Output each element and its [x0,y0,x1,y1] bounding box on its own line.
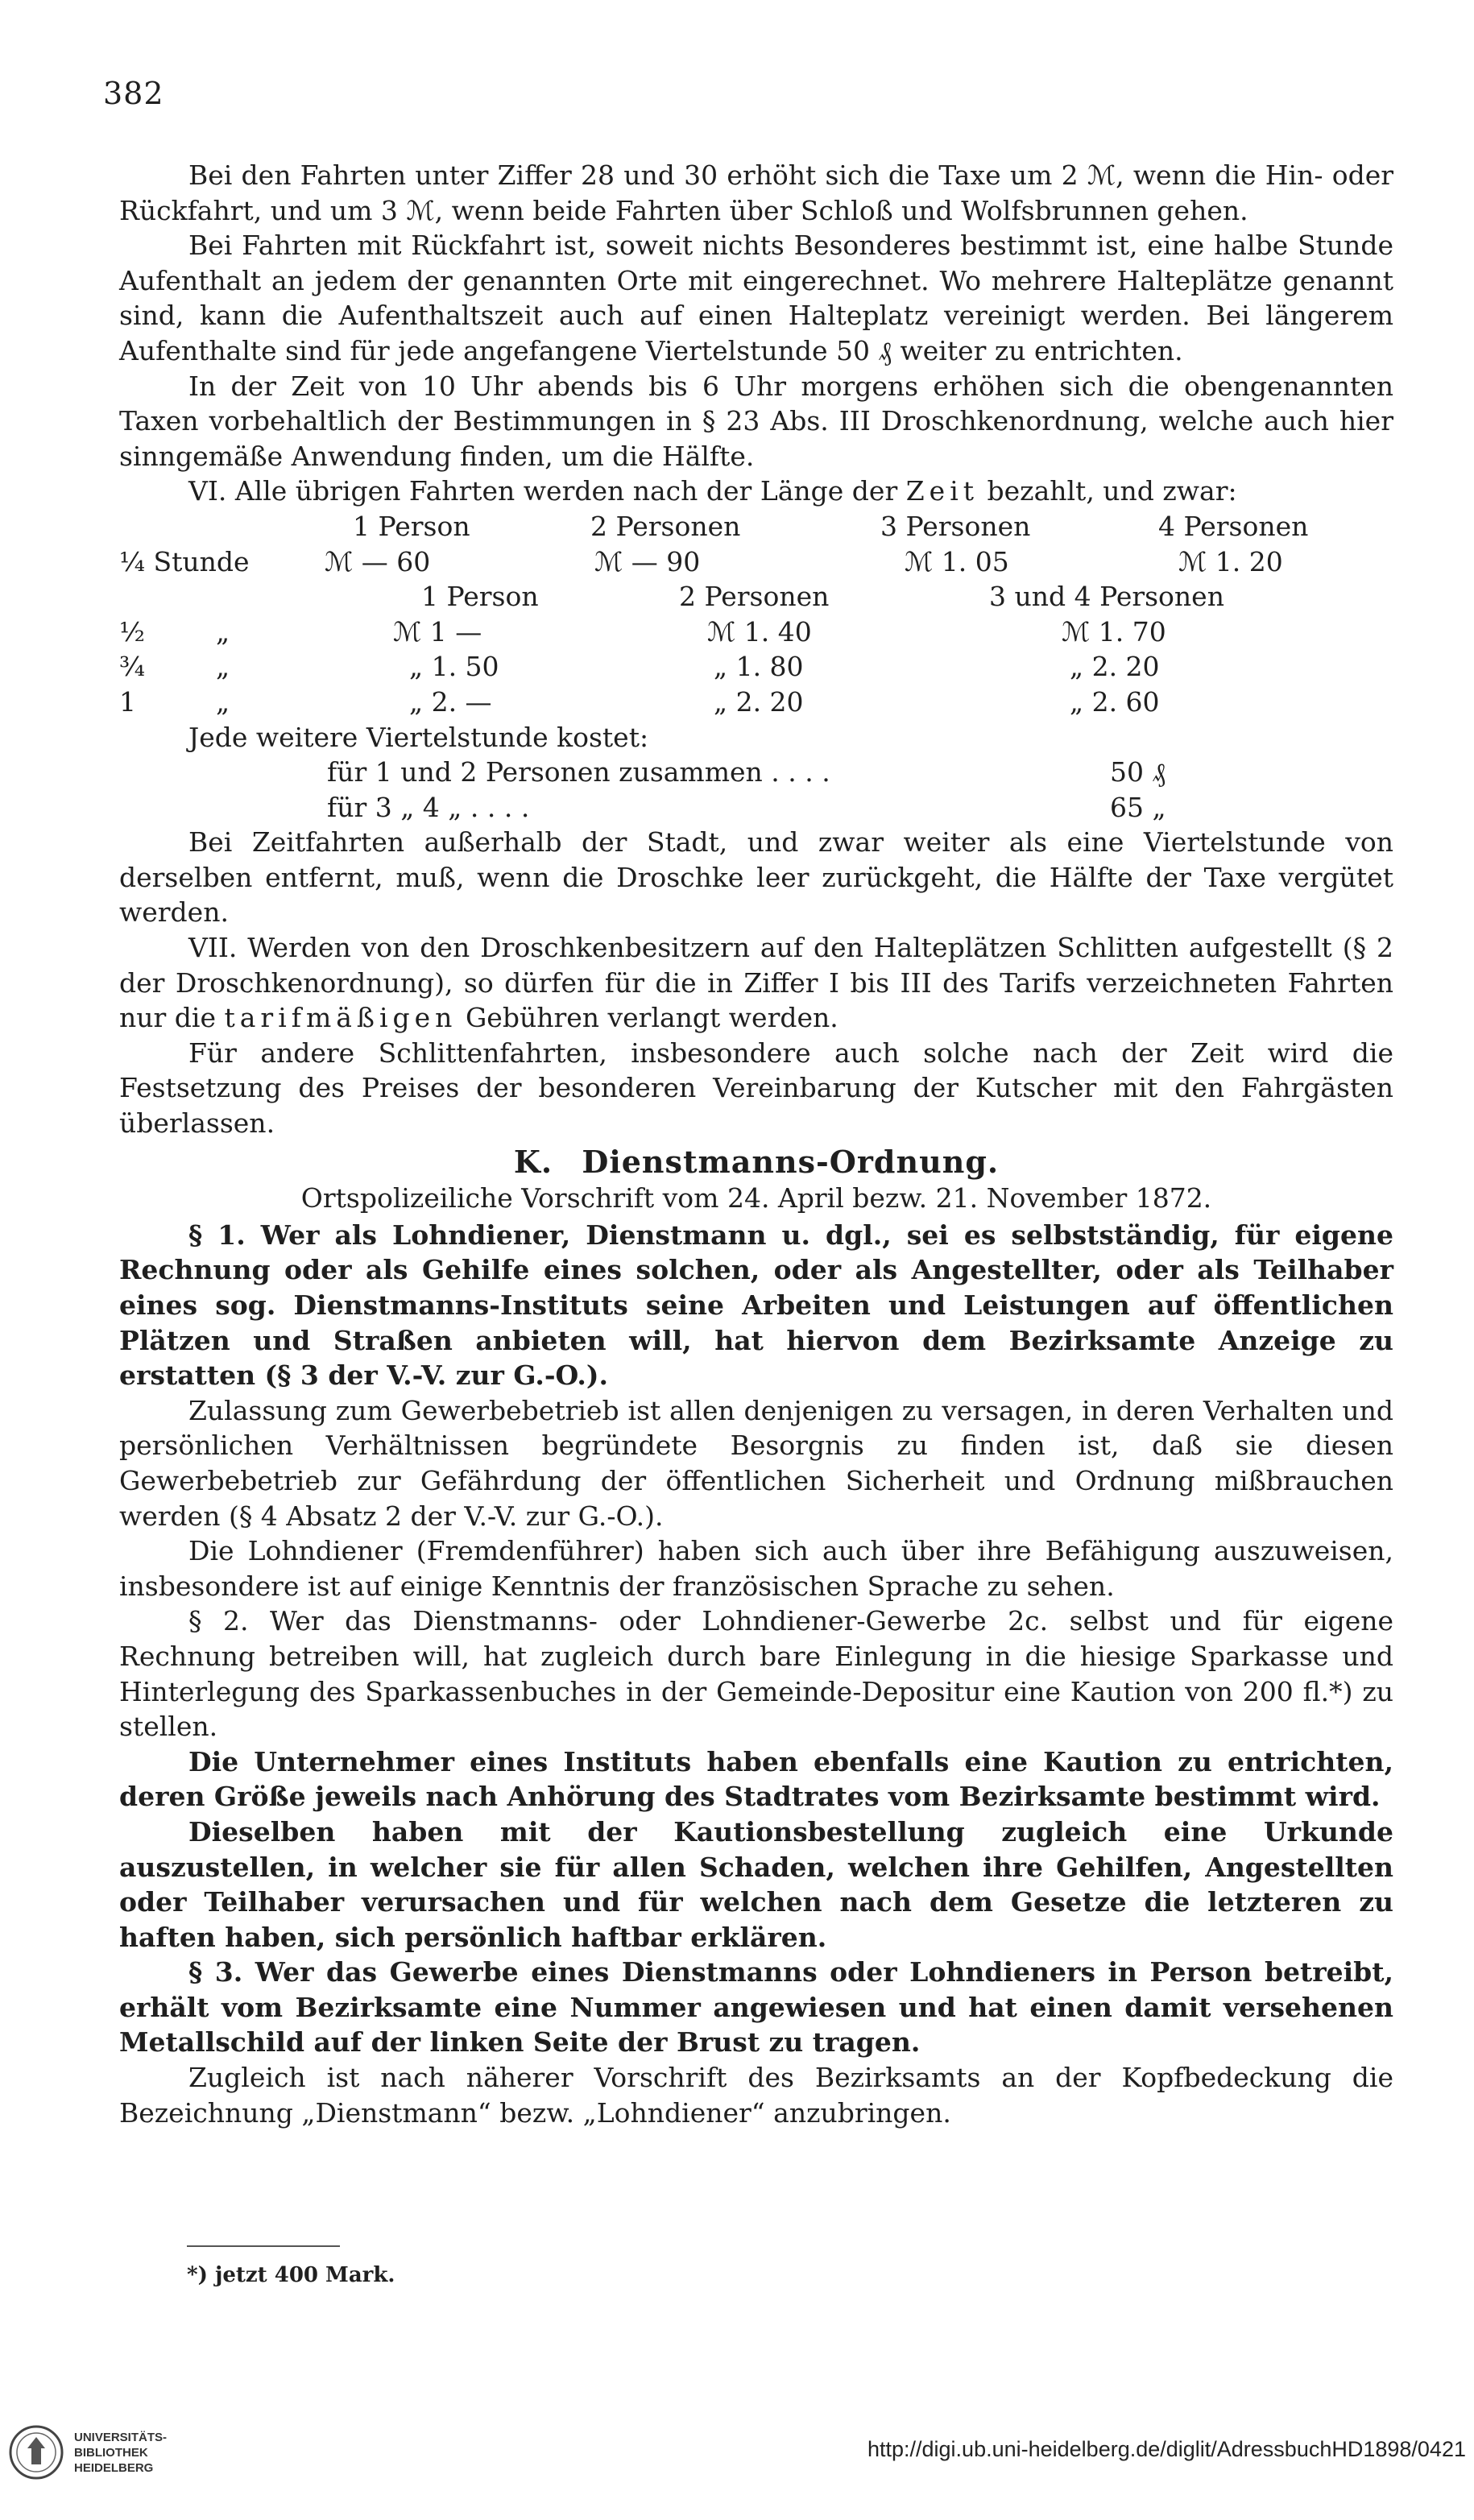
section-vi-intro-spaced: Zeit [905,475,979,507]
table2-cell: „ 2. — [409,685,492,718]
table1-cell: ℳ 1. 20 [1178,545,1283,577]
library-logo[interactable] [8,2424,167,2481]
footnote: *) jetzt 400 Mark. [187,2263,395,2287]
section-vi-outside-paragraph: Bei Zeitfahrten außerhalb der Stadt, und zwar weiter als eine Viertelstunde von derselben entfernt, muß, wenn die Droschke leer zurückgeht, die Hälfte der Taxe vergütet werden. [119,826,1393,929]
page-number: 382 [103,76,164,111]
section-vi-intro-suffix: bezahlt, und zwar: [987,475,1237,507]
footnote-divider [187,2245,340,2247]
page-body [119,158,1393,2130]
library-name-line: UNIVERSITÄTS- [74,2430,168,2444]
table1-cell: ℳ — 90 [594,545,701,577]
table2-row-label: 1 [119,685,136,718]
table2-header: 3 und 4 Personen [989,581,1224,613]
digitization-footer [0,2408,1474,2520]
source-url-link[interactable]: http://digi.ub.uni-heidelberg.de/diglit/AdressbuchHD1898/0421 [867,2437,1466,2461]
quarter-cost-row-value: 65 „ [1110,791,1166,823]
table2-row [119,685,1393,720]
table2-cell: „ 1. 50 [409,651,499,683]
quarter-cost-label: Jede weitere Viertelstunde kostet: [188,721,649,753]
fare-table-quarter-hour [119,509,1393,579]
table2-cell: „ 1. 80 [714,651,804,683]
table2-ditto: „ [216,651,230,683]
table2-ditto: „ [216,615,230,648]
k-paragraph: Die Lohndiener (Fremdenführer) haben sich auch über ihre Befähigung auszuweisen, insbesondere ist auf einige Kenntnis der französischen Sprache zu sehen. [119,1535,1393,1602]
section-vii-prefix: VII. Werden von den Droschkenbesitzern auf den Halteplätzen Schlitten aufgestellt (§ 2 der Droschkenordnung), so dürfen für die in Ziffer I bis III des Tarifs verzeichneten Fahrten nur die [119,932,1393,1034]
fare-table-hours [119,579,1393,719]
k-paragraph: § 3. Wer das Gewerbe eines Dienstmanns oder Lohndieners in Person betreibt, erhält vom Bezirksamte eine Nummer angewiesen und hat einen damit versehenen Metallschild auf der linken Seite der Brust zu tragen. [119,1956,1393,2059]
quarter-cost-row [119,790,1393,826]
table1-header-row [119,509,1393,544]
table2-row-label: ¾ [119,651,145,683]
quarter-cost-row-label: für 3 „ 4 „ . . . . [327,791,530,823]
table1-cell: ℳ 1. 05 [905,545,1009,577]
quarter-cost-row [119,755,1393,790]
table1-row-label: ¼ Stunde [119,545,250,577]
k-paragraph: Die Unternehmer eines Instituts haben ebenfalls eine Kaution zu entrichten, deren Größe jeweils nach Anhörung des Stadtrates vom Bezirksamte bestimmt wird. [119,1745,1393,1813]
k-paragraph: § 2. Wer das Dienstmanns- oder Lohndiener-Gewerbe 2c. selbst und für eigene Rechnung betreiben will, hat zugleich durch bare Einlegung in die hiesige Sparkasse und Hinterlegung des Sparkassenbuches in der Gemeinde-Depositur eine Kaution von 200 fl.*) zu stellen. [119,1605,1393,1743]
quarter-hour-costs [119,720,1393,826]
library-name [74,2430,167,2476]
section-k-subtitle: Ortspolizeiliche Vorschrift vom 24. April bezw. 21. November 1872. [300,1182,1212,1214]
table2-cell: ℳ 1. 70 [1062,615,1166,648]
quarter-cost-row-label: für 1 und 2 Personen zusammen . . . . [327,756,830,788]
table1-row [119,544,1393,580]
table2-row-label: ½ [119,615,145,648]
section-vi-intro-prefix: VI. Alle übrigen Fahrten werden nach der Länge der [188,475,898,507]
table2-header: 1 Person [421,581,539,613]
university-seal-icon [8,2424,64,2481]
table2-cell: „ 2. 20 [1070,651,1160,683]
section-vii-spaced: tarifmäßigen [224,1002,458,1034]
section-vii-suffix: Gebühren verlangt werden. [465,1002,838,1034]
section-k-heading [119,1144,1393,1180]
section-k-title: Dienstmanns-Ordnung. [582,1143,1000,1180]
table2-header: 2 Personen [679,581,830,613]
library-name-line: HEIDELBERG [74,2460,154,2475]
table2-ditto: „ [216,685,230,718]
fares-paragraph-2: Bei Fahrten mit Rückfahrt ist, soweit nichts Besonderes bestimmt ist, eine halbe Stunde Aufenthalt an jedem der genannten Orte mit eingerechnet. Wo mehrere Halteplätze genannt sind, kann die Aufenthaltszeit auch auf einen Halteplatz vereinigt werden. Bei längerem Aufenthalte sind für jede angefangene Viertelstunde 50 ₰ weiter zu entrichten. [119,230,1393,366]
section-k-letter: K. [513,1143,553,1180]
fares-paragraph-3: In der Zeit von 10 Uhr abends bis 6 Uhr morgens erhöhen sich die obengenannten Taxen vorbehaltlich der Bestimmungen in § 23 Abs. III Droschkenordnung, welche auch hier sinngemäße Anwendung finden, um die Hälfte. [119,370,1393,472]
table2-row [119,649,1393,685]
table2-cell: ℳ 1 — [393,615,482,648]
table1-header: 3 Personen [880,510,1031,542]
table2-header-row [119,579,1393,614]
table1-header: 1 Person [353,510,470,542]
k-paragraph: Zugleich ist nach näherer Vorschrift des Bezirksamts an der Kopfbedeckung die Bezeichnung „Dienstmann“ bezw. „Lohndiener“ anzubringen. [119,2062,1393,2129]
section-vii-paragraph [119,930,1393,1036]
table2-cell: ℳ 1. 40 [707,615,812,648]
table2-cell: „ 2. 60 [1070,685,1160,718]
quarter-cost-label-row [119,720,1393,755]
table2-cell: „ 2. 20 [714,685,804,718]
library-name-line: BIBLIOTHEK [74,2445,148,2460]
fares-paragraph-1: Bei den Fahrten unter Ziffer 28 und 30 erhöht sich die Taxe um 2 ℳ, wenn die Hin- oder Rückfahrt, und um 3 ℳ, wenn beide Fahrten über Schloß und Wolfsbrunnen gehen. [119,159,1393,226]
table2-row [119,614,1393,650]
quarter-cost-row-value: 50 ₰ [1110,756,1166,788]
table1-header: 2 Personen [590,510,741,542]
table1-cell: ℳ — 60 [325,545,431,577]
section-vi-intro [119,474,1393,509]
section-vii-paragraph-2: Für andere Schlittenfahrten, insbesondere auch solche nach der Zeit wird die Festsetzung des Preises der besonderen Vereinbarung der Kutscher mit den Fahrgästen überlassen. [119,1037,1393,1140]
table1-header: 4 Personen [1158,510,1309,542]
k-paragraph: Dieselben haben mit der Kautionsbestellung zugleich eine Urkunde auszustellen, in welcher sie für allen Schaden, welchen ihre Gehilfen, Angestellten oder Teilhaber verursachen und für welchen nach dem Gesetze die letzteren zu haften haben, sich persönlich haftbar erklären. [119,1815,1393,1953]
k-paragraph: Zulassung zum Gewerbebetrieb ist allen denjenigen zu versagen, in deren Verhalten und persönlichen Verhältnissen begründete Besorgnis zu finden ist, daß sie diesen Gewerbebetrieb zur Gefährdung der öffentlichen Sicherheit und Ordnung mißbrauchen werden (§ 4 Absatz 2 der V.-V. zur G.-O.). [119,1394,1393,1532]
k-paragraph: § 1. Wer als Lohndiener, Dienstmann u. dgl., sei es selbstständig, für eigene Rechnung oder als Gehilfe eines solchen, oder als Angestellter, oder als Teilhaber eines sog. Dienstmanns-Instituts seine Arbeiten und Leistungen auf öffentlichen Plätzen und Straßen anbieten will, hat hiervon dem Bezirksamte Anzeige zu erstatten (§ 3 der V.-V. zur G.-O.). [119,1219,1393,1392]
